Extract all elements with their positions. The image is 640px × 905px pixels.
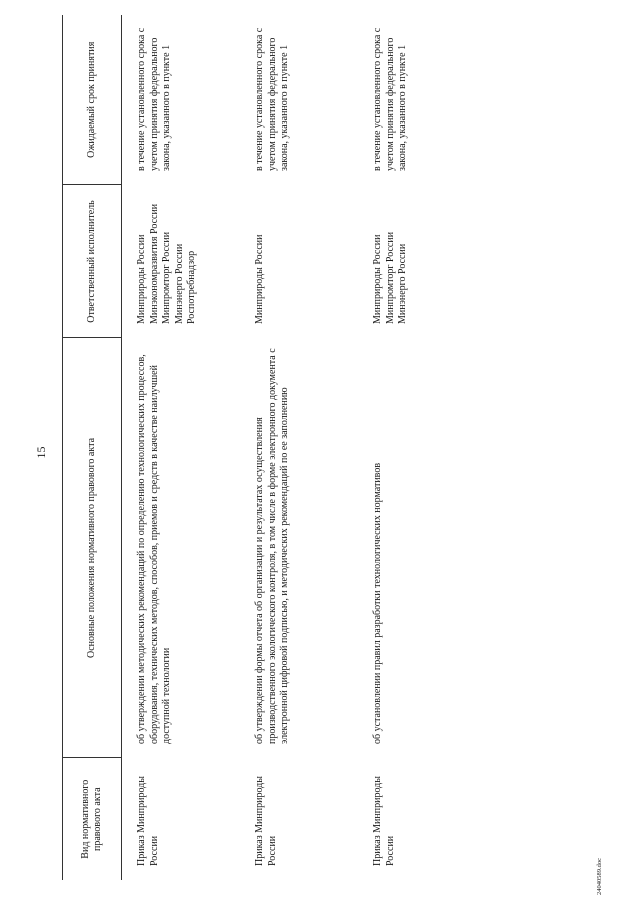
executor-item: Минприроды России bbox=[372, 234, 383, 324]
header-executor: Ответственный исполнитель bbox=[63, 185, 122, 338]
act-type-cell: Приказ Минприроды России bbox=[136, 776, 160, 866]
executor-item: Роспотребнадзор bbox=[186, 250, 197, 324]
act-content-cell: об установлении правил разработки технологических нормативов bbox=[372, 462, 383, 744]
executor-cell bbox=[122, 185, 241, 338]
executor-item: Минэкономразвития России bbox=[148, 203, 160, 324]
table-header-row bbox=[63, 15, 122, 880]
header-act-type: Вид нормативного правового акта bbox=[63, 758, 122, 880]
deadline-cell: в течение установленного срока с учетом принятия федерального закона, указанного в пункте 1 bbox=[136, 27, 172, 171]
act-type-cell: Приказ Минприроды России bbox=[254, 776, 278, 866]
deadline-cell: в течение установленного срока с учетом принятия федерального закона, указанного в пункте 1 bbox=[372, 27, 408, 171]
page-number: 15 bbox=[34, 446, 48, 459]
executor-item: Минприроды России bbox=[136, 234, 147, 324]
executor-cell bbox=[358, 185, 472, 338]
regulatory-acts-table bbox=[62, 15, 472, 880]
deadline-cell: в течение установленного срока с учетом принятия федерального закона, указанного в пункте 1 bbox=[254, 27, 290, 171]
document-page bbox=[30, 0, 620, 905]
executor-item: Минприроды России bbox=[254, 234, 265, 324]
executor-item: Минпромторг России bbox=[161, 231, 172, 324]
act-content-cell: об утверждении формы отчета об организации и результатах осуществления производственного экологического контроля, в том числе в форме электронного документа с электронной цифровой подписью, и методических рекомендаций по ее заполнению bbox=[254, 348, 290, 744]
executor-cell bbox=[240, 185, 358, 338]
header-act-content: Основные положения нормативного правового акта bbox=[63, 338, 122, 758]
table-row bbox=[358, 15, 472, 880]
executor-item: Минэнерго России bbox=[397, 243, 408, 324]
act-type-cell: Приказ Минприроды России bbox=[372, 776, 396, 866]
header-deadline: Ожидаемый срок принятия bbox=[63, 15, 122, 185]
table-row bbox=[122, 15, 241, 880]
executor-item: Минэнерго России bbox=[173, 243, 185, 324]
table-row bbox=[240, 15, 358, 880]
file-name-footer: 24040589.doc bbox=[596, 857, 603, 895]
act-content-cell: об утверждении методических рекомендаций по определению технологических процессов, оборудования, технических методов, способов, приемов и средств в качестве наилучшей доступной технологии bbox=[136, 354, 172, 744]
executor-item: Минпромторг России bbox=[384, 231, 396, 324]
